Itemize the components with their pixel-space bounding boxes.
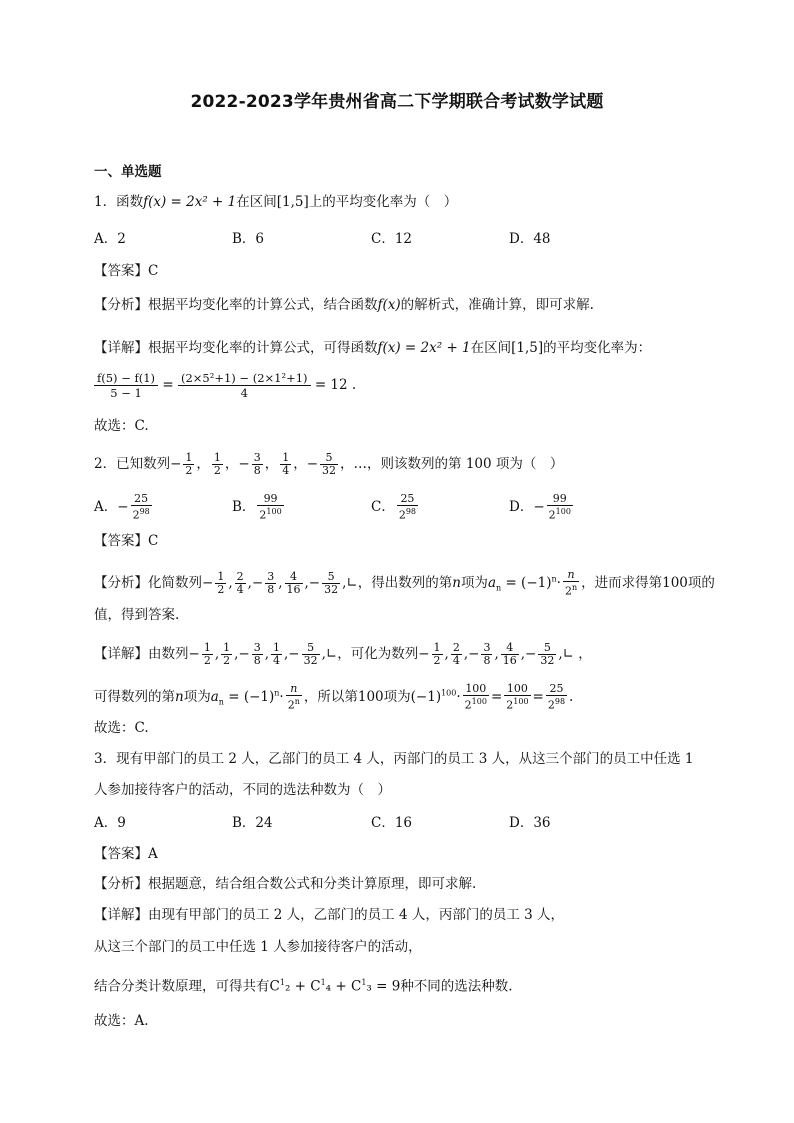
q2-option-d: D．− $\frac{99}{2^{100}}$ bbox=[509, 492, 571, 522]
q1-answer bbox=[94, 262, 158, 280]
q2-choose-value: C. bbox=[134, 720, 149, 736]
q1-detail-a: 根据平均变化率的计算公式，可得函数 bbox=[148, 340, 378, 356]
q2-detail: 【详解】由数列− $\frac{1}{2}$ , $\frac{1}{2}$ ,− $\frac{3}{8}$ , $\frac{1}{4}$ ,− $\frac{5}{32}$ ,∟，可化为数列− $\frac{1}{2}$ , $\frac{2}{4}$ ,− $\frac{3}{8}$ , $\frac{4}{16}$ ,− $\frac{5}{32}$ ,∟ ， bbox=[94, 641, 592, 667]
q1-answer-value: C bbox=[148, 263, 159, 279]
page-title: 2022-2023学年贵州省高二下学期联合考试数学试题 bbox=[190, 92, 604, 112]
q2-detail-line2: 可得数列的第n项为$a_n = (-1)^n\cdot$ $\frac{n}{2^n}$ ，所以第100项为$(-1)^{100}\cdot$ $\frac{100}{2^{100}}$ = $\frac{100}{2^{100}}$ = $\frac{25}{2^{98}}$ . bbox=[94, 682, 574, 712]
q1-stem bbox=[94, 193, 457, 211]
q2-stem: 2．已知数列− $\frac{1}{2}$ ， $\frac{1}{2}$ ，− $\frac{3}{8}$ ， $\frac{1}{4}$ ，− $\frac{5}{32}$ ，…，则该数列的第 100 项为（ ） bbox=[94, 451, 564, 477]
q2-answer-value: C bbox=[148, 533, 159, 549]
detail-label: 【详解】 bbox=[94, 340, 148, 356]
q3-detail-line3: 结合分类计数原理，可得共有$C^1_2 + C^1_4 + C^1_3 = 9$种不同的选法种数. bbox=[94, 978, 513, 995]
q1-formula-den2: 4 bbox=[240, 386, 248, 400]
q1-option-a: A．2 bbox=[94, 231, 126, 247]
q1-detail bbox=[94, 339, 651, 357]
q1-analysis-func: f(x) bbox=[377, 297, 401, 313]
q2-analysis-line2: 值，得到答案. bbox=[94, 607, 180, 623]
q1-choose-value: C. bbox=[134, 418, 149, 434]
q1-stem-suffix: 上的平均变化率为（ ） bbox=[308, 194, 458, 210]
q1-detail-func: f(x) = 2x² + 1 bbox=[377, 340, 471, 356]
q3-option-a: A．9 bbox=[94, 815, 126, 831]
q1-option-c: C．12 bbox=[371, 231, 413, 247]
q1-formula-result: = 12 . bbox=[314, 377, 357, 393]
q1-stem-mid: 在区间 bbox=[236, 194, 277, 210]
q3-stem-line2: 人参加接待客户的活动，不同的选法种数为（ ） bbox=[94, 782, 391, 798]
choose-label: 故选： bbox=[94, 418, 135, 434]
q3-option-b: B．24 bbox=[232, 815, 273, 831]
q1-option-d: D．48 bbox=[509, 231, 551, 247]
q1-analysis bbox=[94, 296, 594, 314]
q1-analysis-b: 的解析式，准确计算，即可求解. bbox=[400, 297, 594, 313]
q2-choose: 故选：C. bbox=[94, 720, 149, 736]
q3-choose-value: A. bbox=[134, 1013, 149, 1029]
analysis-label: 【分析】 bbox=[94, 297, 148, 313]
q1-stem-func: f(x) = 2x² + 1 bbox=[143, 194, 237, 210]
q1-formula-num1: f(5) − f(1) bbox=[94, 371, 158, 386]
q3-choose: 故选：A. bbox=[94, 1013, 149, 1029]
q1-detail-interval: [1,5] bbox=[511, 340, 544, 356]
q3-answer-value: A bbox=[148, 846, 158, 862]
answer-label: 【答案】 bbox=[94, 263, 148, 279]
q1-formula-den1: 5 − 1 bbox=[110, 386, 142, 400]
q3-detail-line2: 从这三个部门的员工中任选 1 人参加接待客户的活动， bbox=[94, 939, 422, 955]
q1-detail-c: 的平均变化率为： bbox=[543, 340, 652, 356]
q2-stem-suffix: ，…，则该数列的第 100 项为（ ） bbox=[340, 456, 564, 472]
q2-analysis: 【分析】化简数列− $\frac{1}{2}$ , $\frac{2}{4}$ ,− $\frac{3}{8}$ , $\frac{4}{16}$ ,− $\frac{5}{32}$ ,∟，得出数列的第n项为$a_n = (-1)^n\cdot$ $\frac{n}{2^n}$ ，进而求得第100项的 bbox=[94, 568, 715, 598]
q1-option-b: B．6 bbox=[232, 231, 265, 247]
q1-formula-frac1 bbox=[94, 371, 158, 400]
q1-stem-interval: [1,5] bbox=[276, 194, 309, 210]
q3-answer: 【答案】A bbox=[94, 846, 158, 862]
q2-stem-prefix: 2．已知数列 bbox=[94, 456, 171, 472]
q3-detail: 【详解】由现有甲部门的员工 2 人，乙部门的员工 4 人，丙部门的员工 3 人， bbox=[94, 907, 565, 923]
section-heading: 一、单选题 bbox=[94, 164, 162, 180]
q1-formula: $\frac{f(5) - f(1)}{5 - 1}$ = $\frac{\text{(2×5²+1) − (2×1²+1)}}{4}$ = 12 . bbox=[94, 371, 356, 400]
q1-formula-num2: (2×5²+1) − (2×1²+1) bbox=[178, 371, 311, 386]
q2-answer: 【答案】C bbox=[94, 533, 159, 549]
q1-choose bbox=[94, 417, 149, 435]
q2-option-a: A．− $\frac{25}{2^{98}}$ bbox=[94, 492, 150, 522]
q1-stem-prefix: 1．函数 bbox=[94, 194, 144, 210]
q2-option-b: B． $\frac{99}{2^{100}}$ bbox=[232, 492, 282, 522]
q3-stem-line1: 3．现有甲部门的员工 2 人，乙部门的员工 4 人，丙部门的员工 3 人，从这三个部门的员工中任选 1 bbox=[94, 751, 694, 767]
q1-detail-b: 在区间 bbox=[470, 340, 512, 356]
q2-option-c: C． $\frac{25}{2^{98}}$ bbox=[371, 492, 417, 522]
q3-option-c: C．16 bbox=[371, 815, 413, 831]
q1-analysis-a: 根据平均变化率的计算公式，结合函数 bbox=[148, 297, 378, 313]
q1-formula-frac2 bbox=[178, 371, 311, 400]
q3-option-d: D．36 bbox=[509, 815, 551, 831]
q3-analysis: 【分析】根据题意，结合组合数公式和分类计算原理，即可求解. bbox=[94, 876, 477, 892]
